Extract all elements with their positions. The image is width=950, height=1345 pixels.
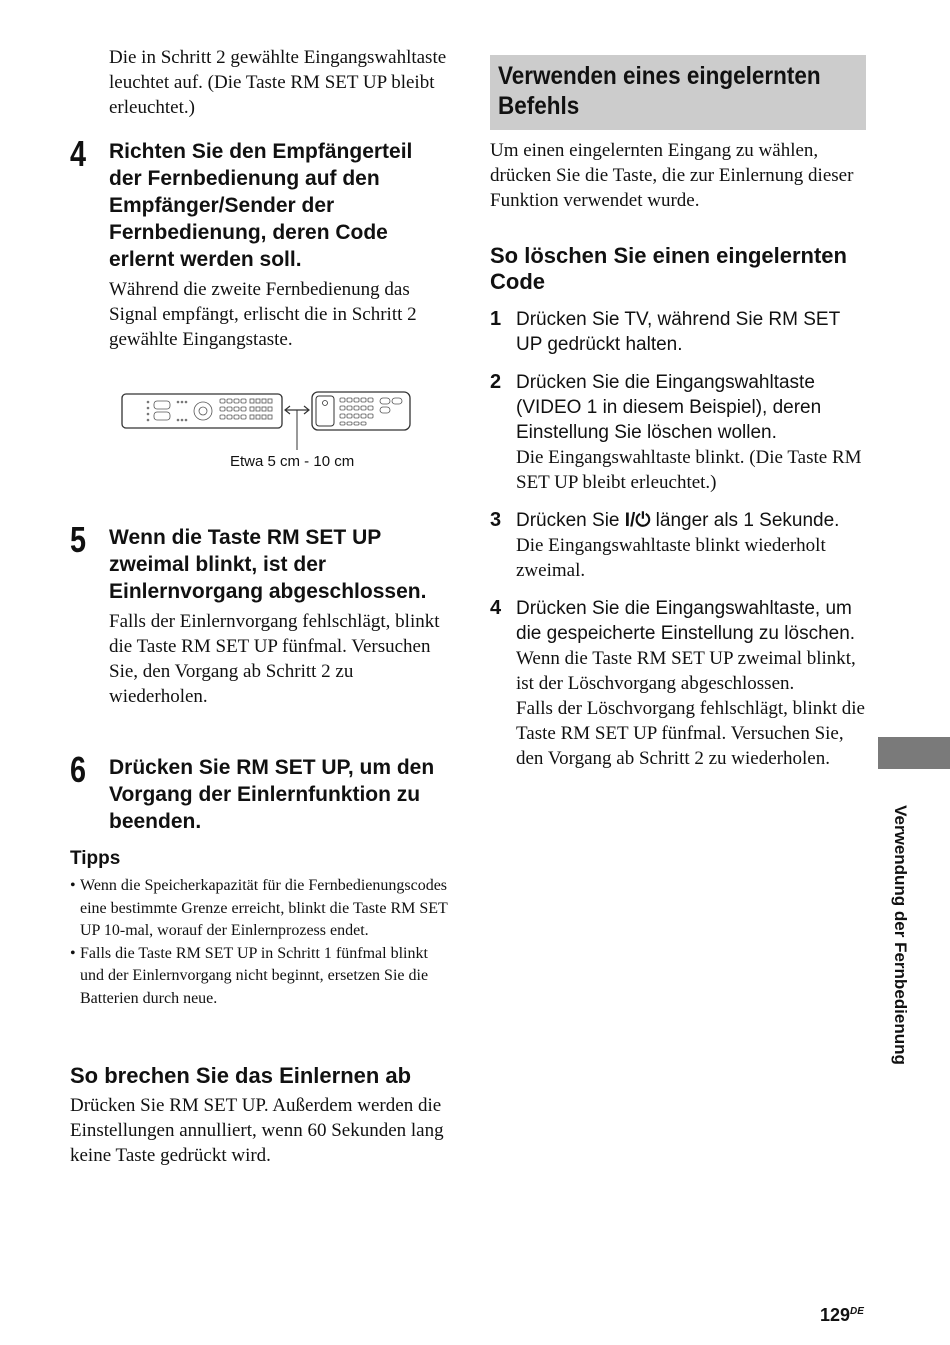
step-body: Die Eingangswahltaste blinkt. (Die Taste RM SET UP bleibt erleuchtet.)	[516, 447, 862, 493]
step-title: Drücken Sie I/⏻ länger als 1 Sekunde.	[516, 510, 840, 531]
section-body: Um einen eingelernten Eingang zu wählen, drücken Sie die Taste, die zur Einlernung dieser Funktion verwendet wurde.	[490, 140, 854, 211]
step-title: Drücken Sie die Eingangswahltaste (VIDEO 1 in diesem Beispiel), deren Einstellung Sie löschen wollen.	[516, 372, 822, 443]
clear-step-4	[490, 596, 870, 771]
step-title: Richten Sie den Empfängerteil der Fernbedienung auf den Empfänger/Sender der Fernbedienung, deren Code erlernt werden soll.	[109, 140, 413, 271]
clear-heading: So löschen Sie einen eingelernten Code	[490, 243, 847, 294]
step-body: Wenn die Taste RM SET UP zweimal blinkt, ist der Löschvorgang abgeschlossen.	[516, 648, 856, 694]
distance-label: Etwa 5 cm - 10 cm	[230, 453, 355, 470]
power-icon: I/⏻	[624, 510, 651, 531]
tip-item: • Falls die Taste RM SET UP in Schritt 1 fünfmal blinkt und der Einlernvorgang nicht beginnt, ersetzen Sie die Batterien durch neue.	[70, 943, 450, 1011]
step-number: 3	[490, 509, 502, 531]
step-body: Falls der Einlernvorgang fehlschlägt, blinkt die Taste RM SET UP fünfmal. Versuchen Sie, den Vorgang ab Schritt 2 zu wiederholen.	[109, 611, 440, 707]
abort-heading: So brechen Sie das Einlernen ab	[70, 1063, 412, 1088]
step-5	[70, 519, 450, 709]
abort-body: Drücken Sie RM SET UP. Außerdem werden die Einstellungen annulliert, wenn 60 Sekunden lang keine Taste gedrückt wird.	[70, 1095, 444, 1166]
step-number: 2	[490, 371, 502, 393]
step-number: 4	[70, 133, 87, 174]
clear-step-2	[490, 370, 870, 495]
intro-text: Die in Schritt 2 gewählte Eingangswahltaste leuchtet auf. (Die Taste RM SET UP bleibt erleuchtet.)	[109, 47, 447, 118]
section-title-box	[490, 55, 866, 130]
clear-step-1	[490, 307, 870, 357]
clear-step-3	[490, 508, 870, 583]
step-number: 6	[70, 749, 87, 790]
step-body: Die Eingangswahltaste blinkt wiederholt zweimal.	[516, 535, 826, 581]
step-number: 5	[70, 519, 87, 560]
remote-illustration	[118, 388, 418, 458]
chapter-tab	[878, 737, 950, 769]
step-title: Drücken Sie TV, während Sie RM SET UP gedrückt halten.	[516, 309, 840, 355]
page-number: 129DE	[820, 1305, 864, 1325]
section-title: Verwenden eines eingelernten Befehls	[498, 62, 821, 120]
step-6	[70, 749, 450, 835]
step-body: Während die zweite Fernbedienung das Signal empfängt, erlischt die in Schritt 2 gewählte Eingangstaste.	[109, 279, 417, 350]
step-number: 4	[490, 597, 502, 619]
chapter-label: Verwendung der Fernbedienung	[891, 805, 910, 1065]
step-title: Wenn die Taste RM SET UP zweimal blinkt, ist der Einlernvorgang abgeschlossen.	[109, 526, 427, 603]
step-title: Drücken Sie die Eingangswahltaste, um die gespeicherte Einstellung zu löschen.	[516, 598, 856, 644]
tips-heading: Tipps	[70, 848, 121, 869]
step-number: 1	[490, 308, 502, 330]
step-title: Drücken Sie RM SET UP, um den Vorgang der Einlernfunktion zu beenden.	[109, 756, 435, 833]
step-4	[70, 133, 450, 352]
tips-list	[70, 875, 450, 1010]
tip-item: • Wenn die Speicherkapazität für die Fernbedienungscodes eine bestimmte Grenze erreicht, blinkt die Taste RM SET UP 10-mal, worauf der Einlernprozess endet.	[70, 875, 450, 943]
step-body-extra: Falls der Löschvorgang fehlschlägt, blinkt die Taste RM SET UP fünfmal. Versuchen Sie, den Vorgang ab Schritt 2 zu wiederholen.	[516, 698, 865, 769]
